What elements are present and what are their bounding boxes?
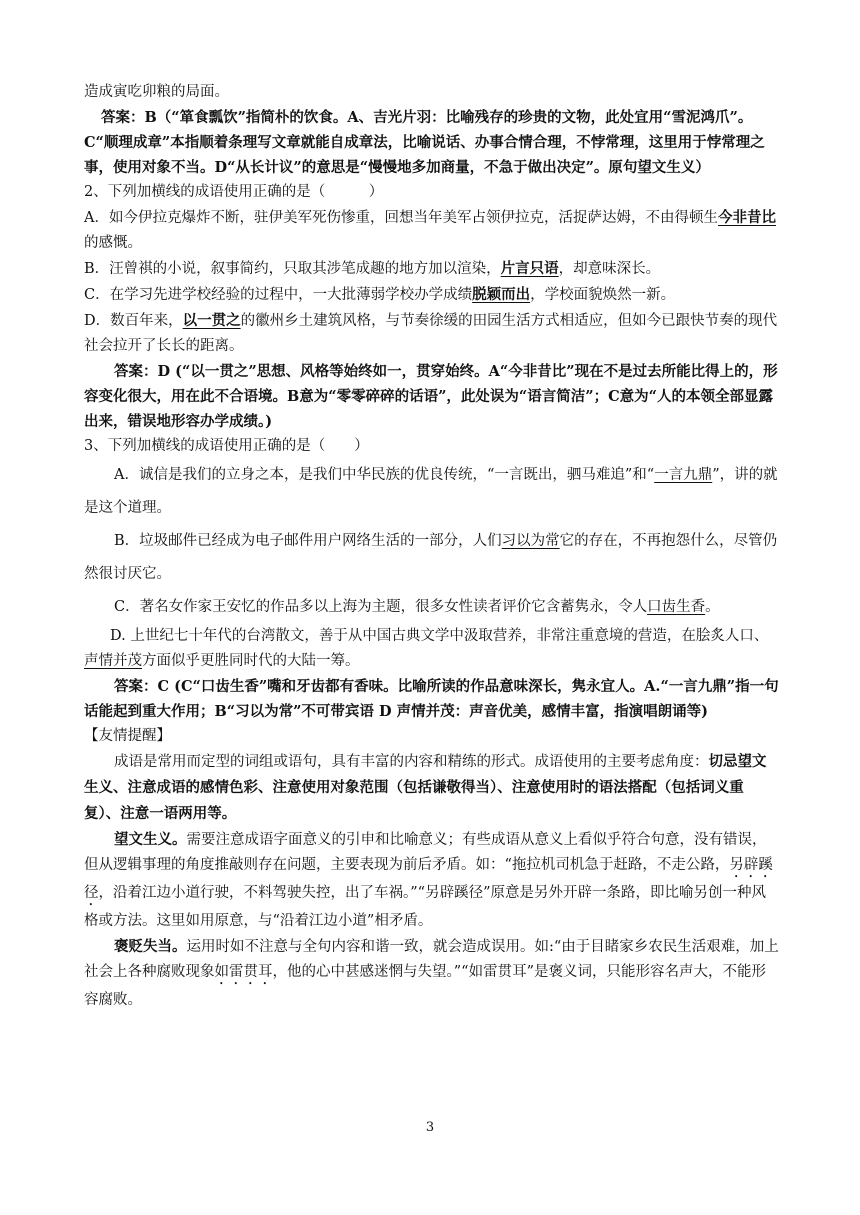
tip-paragraph-1: 成语是常用而定型的词组或语句，具有丰富的内容和精练的形式。成语使用的主要考虑角度：切忌望文生义、注意成语的感情色彩、注意使用对象范围（包括谦敬得当）、注意使用时的语法搭配（包括词义重复）、注意一语两用等。 [84,753,767,822]
answer-2: 答案：D (“以一贯之”思想、风格等始终如一，贯穿始终。A“今非昔比”现在不是过去所能比得上的，形容变化很大，用在此不合语境。B意为“零零碎碎的话语”，此处误为“语言简洁”；C意为“人的本领全部显露出来，错误地形容办学成绩。) [84,363,778,430]
page-content [84,80,779,1013]
question-3: 3、下列加横线的成语使用正确的是（ ） [84,438,369,454]
question-2-option-b: B．汪曾祺的小说，叙事简约，只取其涉笔成趣的地方加以渲染，片言只语，却意味深长。 [84,260,661,277]
question-3-option-c: C．著名女作家王安忆的作品多以上海为主题，很多女性读者评价它含蓄隽永，令人口齿生香。 [114,599,720,615]
question-2-option-d: D．数百年来，以一贯之的徽州乡土建筑风格，与节奏徐缓的田园生活方式相适应，但如今已跟快节奏的现代社会拉开了长长的距离。 [84,312,778,354]
answer-1: 答案：B（“箪食瓢饮”指简朴的饮食。A、吉光片羽：比喻残存的珍贵的文物，此处宜用“雪泥鸿爪”。C“顺理成章”本指顺着条理写文章就能自成章法，比喻说话、办事合情合理，不悖常理，这里用于悖常理之事，使用对象不当。D“从长计议”的意思是“慢慢地多加商量，不急于做出决定”。原句望文生义） [84,109,765,176]
question-2-option-c: C．在学习先进学校经验的过程中，一大批薄弱学校办学成绩脱颖而出，学校面貌焕然一新。 [84,286,676,303]
question-3-option-d: D. 上世纪七十年代的台湾散文，善于从中国古典文学中汲取营养，非常注重意境的营造，在脍炙人口、声情并茂方面似乎更胜同时代的大陆一筹。 [84,628,769,669]
tip-title: 【友情提醒】 [84,728,171,744]
answer-3: 答案：C (C“口齿生香”嘴和牙齿都有香味。比喻所读的作品意味深长，隽永宜人。A.“一言九鼎”指一句话能起到重大作用；B“习以为常”不可带宾语 D 声情并茂：声音优美，感情丰富，指演唱朗诵等) [84,678,779,720]
text-line: 造成寅吃卯粮的局面。 [84,84,229,100]
tip-paragraph-3: 褒贬失当。运用时如不注意与全句内容和谐一致，就会造成误用。如:“由于目睹家乡农民生活艰难，加上社会上各种腐败现象如雷贯耳，他的心中甚感迷惘与失望。”“如雷贯耳”是褒义词，只能形容名声大，不能形容腐败。 [84,938,779,1008]
page-number: 3 [425,1120,435,1135]
tip-paragraph-2: 望文生义。需要注意成语字面意义的引申和比喻意义；有些成语从意义上看似乎符合句意，没有错误，但从逻辑事理的角度推敲则存在问题，主要表现为前后矛盾。如：“拖拉机司机急于赶路，不走公路，另辟蹊径，沿着江边小道行驶，不料驾驶失控，出了车祸。”“另辟蹊径”原意是另外开辟一条路，即比喻另创一种风格或方法。这里如用原意，与“沿着江边小道”相矛盾。 [84,831,773,929]
question-2-option-a: A．如今伊拉克爆炸不断，驻伊美军死伤惨重，回想当年美军占领伊拉克，活捉萨达姆，不由得顿生今非昔比的感慨。 [84,209,776,251]
question-2: 2、下列加横线的成语使用正确的是（ ） [84,184,384,200]
question-3-option-a: A．诚信是我们的立身之本，是我们中华民族的优良传统，“一言既出，驷马难追”和“一言九鼎”，讲的就是这个道理。 [84,467,778,516]
question-3-option-b: B．垃圾邮件已经成为电子邮件用户网络生活的一部分，人们习以为常它的存在，不再抱怨什么，尽管仍然很讨厌它。 [84,533,778,582]
